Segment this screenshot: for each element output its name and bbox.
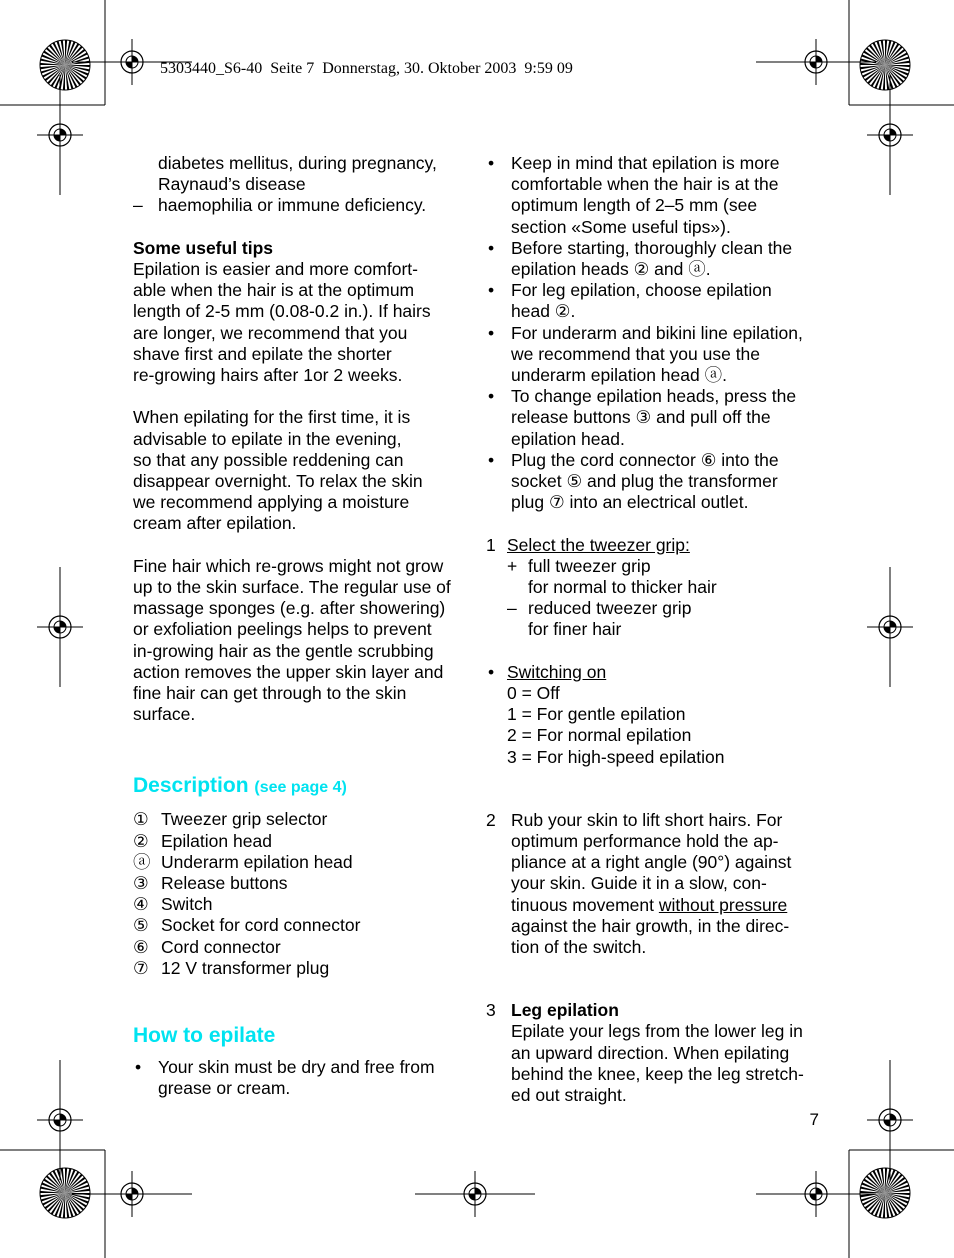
registration-cross <box>867 75 913 195</box>
list-item: – haemophilia or immune deficiency. <box>133 195 427 216</box>
star-target <box>40 40 90 90</box>
registration-cross <box>415 1171 535 1217</box>
registration-cross <box>756 1171 876 1217</box>
list-item: • Before starting, thoroughly clean the epilation heads ② and ⓐ. <box>488 237 793 280</box>
registration-cross <box>867 567 913 687</box>
list-item: ⑤ Socket for cord connector <box>133 915 361 936</box>
grip-option: + full tweezer grip for normal to thicker hair <box>507 555 717 598</box>
list-item: ① Tweezer grip selector <box>133 809 328 830</box>
star-target <box>40 1168 90 1218</box>
step-3: 3 Leg epilation Epilate your legs from the lower leg in an upward direction. When epilating behind the knee, keep the leg stretch- ed out straight. <box>486 1000 804 1106</box>
paragraph: When epilating for the first time, it is advisable to epilate in the evening, so that any possible reddening can disappear overnight. To relax the skin we recommend applying a moisture cream after epilation. <box>133 407 423 534</box>
list-item: ② Epilation head <box>133 830 272 851</box>
left-column <box>133 153 468 1099</box>
section-title: Some useful tips <box>133 237 274 258</box>
parts-list <box>133 809 468 979</box>
step-1: 1 Select the tweezer grip: <box>486 534 690 555</box>
list-item: ⑥ Cord connector <box>133 936 281 957</box>
print-slug: 5303440_S6-40 Seite 7 Donnerstag, 30. Oktober 2003 9:59 09 <box>160 60 573 77</box>
list-item: ⓐ Underarm epilation head <box>133 851 353 872</box>
registration-cross <box>756 39 876 85</box>
list-item: • Plug the cord connector ⑥ into the socket ⑤ and plug the transformer plug ⑦ into an electrical outlet. <box>488 449 779 513</box>
right-column <box>486 153 826 1106</box>
list-item: ③ Release buttons <box>133 873 288 894</box>
list-item: ④ Switch <box>133 894 213 915</box>
star-target <box>860 1168 910 1218</box>
registration-cross <box>37 567 83 687</box>
registration-cross <box>37 75 83 195</box>
page-number: 7 <box>809 1110 819 1129</box>
paragraph: Fine hair which re-grows might not grow up to the skin surface. The regular use of massage sponges (e.g. after showering) or exfoliation peelings helps to prevent in-growing hair as the gentle scrubbing action removes the upper skin layer and fine hair can get through to the skin surface. <box>133 555 451 725</box>
paragraph: Epilation is easier and more comfort- able when the hair is at the optimum length of 2-5 mm (0.08-0.2 in.). If hairs are longer, we recommend that you shave first and epilate the shorter re-growing hairs after 1or 2 weeks. <box>133 259 431 386</box>
list-item: • For underarm and bikini line epilation, we recommend that you use the underarm epilation head ⓐ. <box>488 322 803 386</box>
step-2: 2 Rub your skin to lift short hairs. For optimum performance hold the ap- pliance at a right angle (90°) against your skin. Guide it in a slow, con- tinuous movement without pressure against the hair growth, in the direc- tion of the switch. <box>486 809 792 958</box>
list-item: • Keep in mind that epilation is more comfortable when the hair is at the optimum length of 2–5 mm (see section «Some useful tips»). <box>488 153 780 237</box>
description-heading: Description (see page 4) <box>133 774 347 798</box>
star-target <box>860 40 910 90</box>
list-item: ⑦ 12 V transformer plug <box>133 957 330 978</box>
list-item: • Your skin must be dry and free from grease or cream. <box>135 1057 435 1099</box>
registration-cross <box>867 1060 913 1180</box>
list-item: • To change epilation heads, press the release buttons ③ and pull off the epilation head. <box>488 386 797 449</box>
how-to-heading: How to epilate <box>133 1024 276 1048</box>
list-item: • For leg epilation, choose epilation head ②. <box>488 280 772 322</box>
switching-on: • Switching on 0 = Off 1 = For gentle epilation 2 = For normal epilation 3 = For high-speed epilation <box>488 661 725 767</box>
list-continuation: diabetes mellitus, during pregnancy, Raynaud’s disease <box>158 153 437 195</box>
grip-option: – reduced tweezer grip for finer hair <box>507 598 692 640</box>
registration-cross <box>37 1060 83 1180</box>
